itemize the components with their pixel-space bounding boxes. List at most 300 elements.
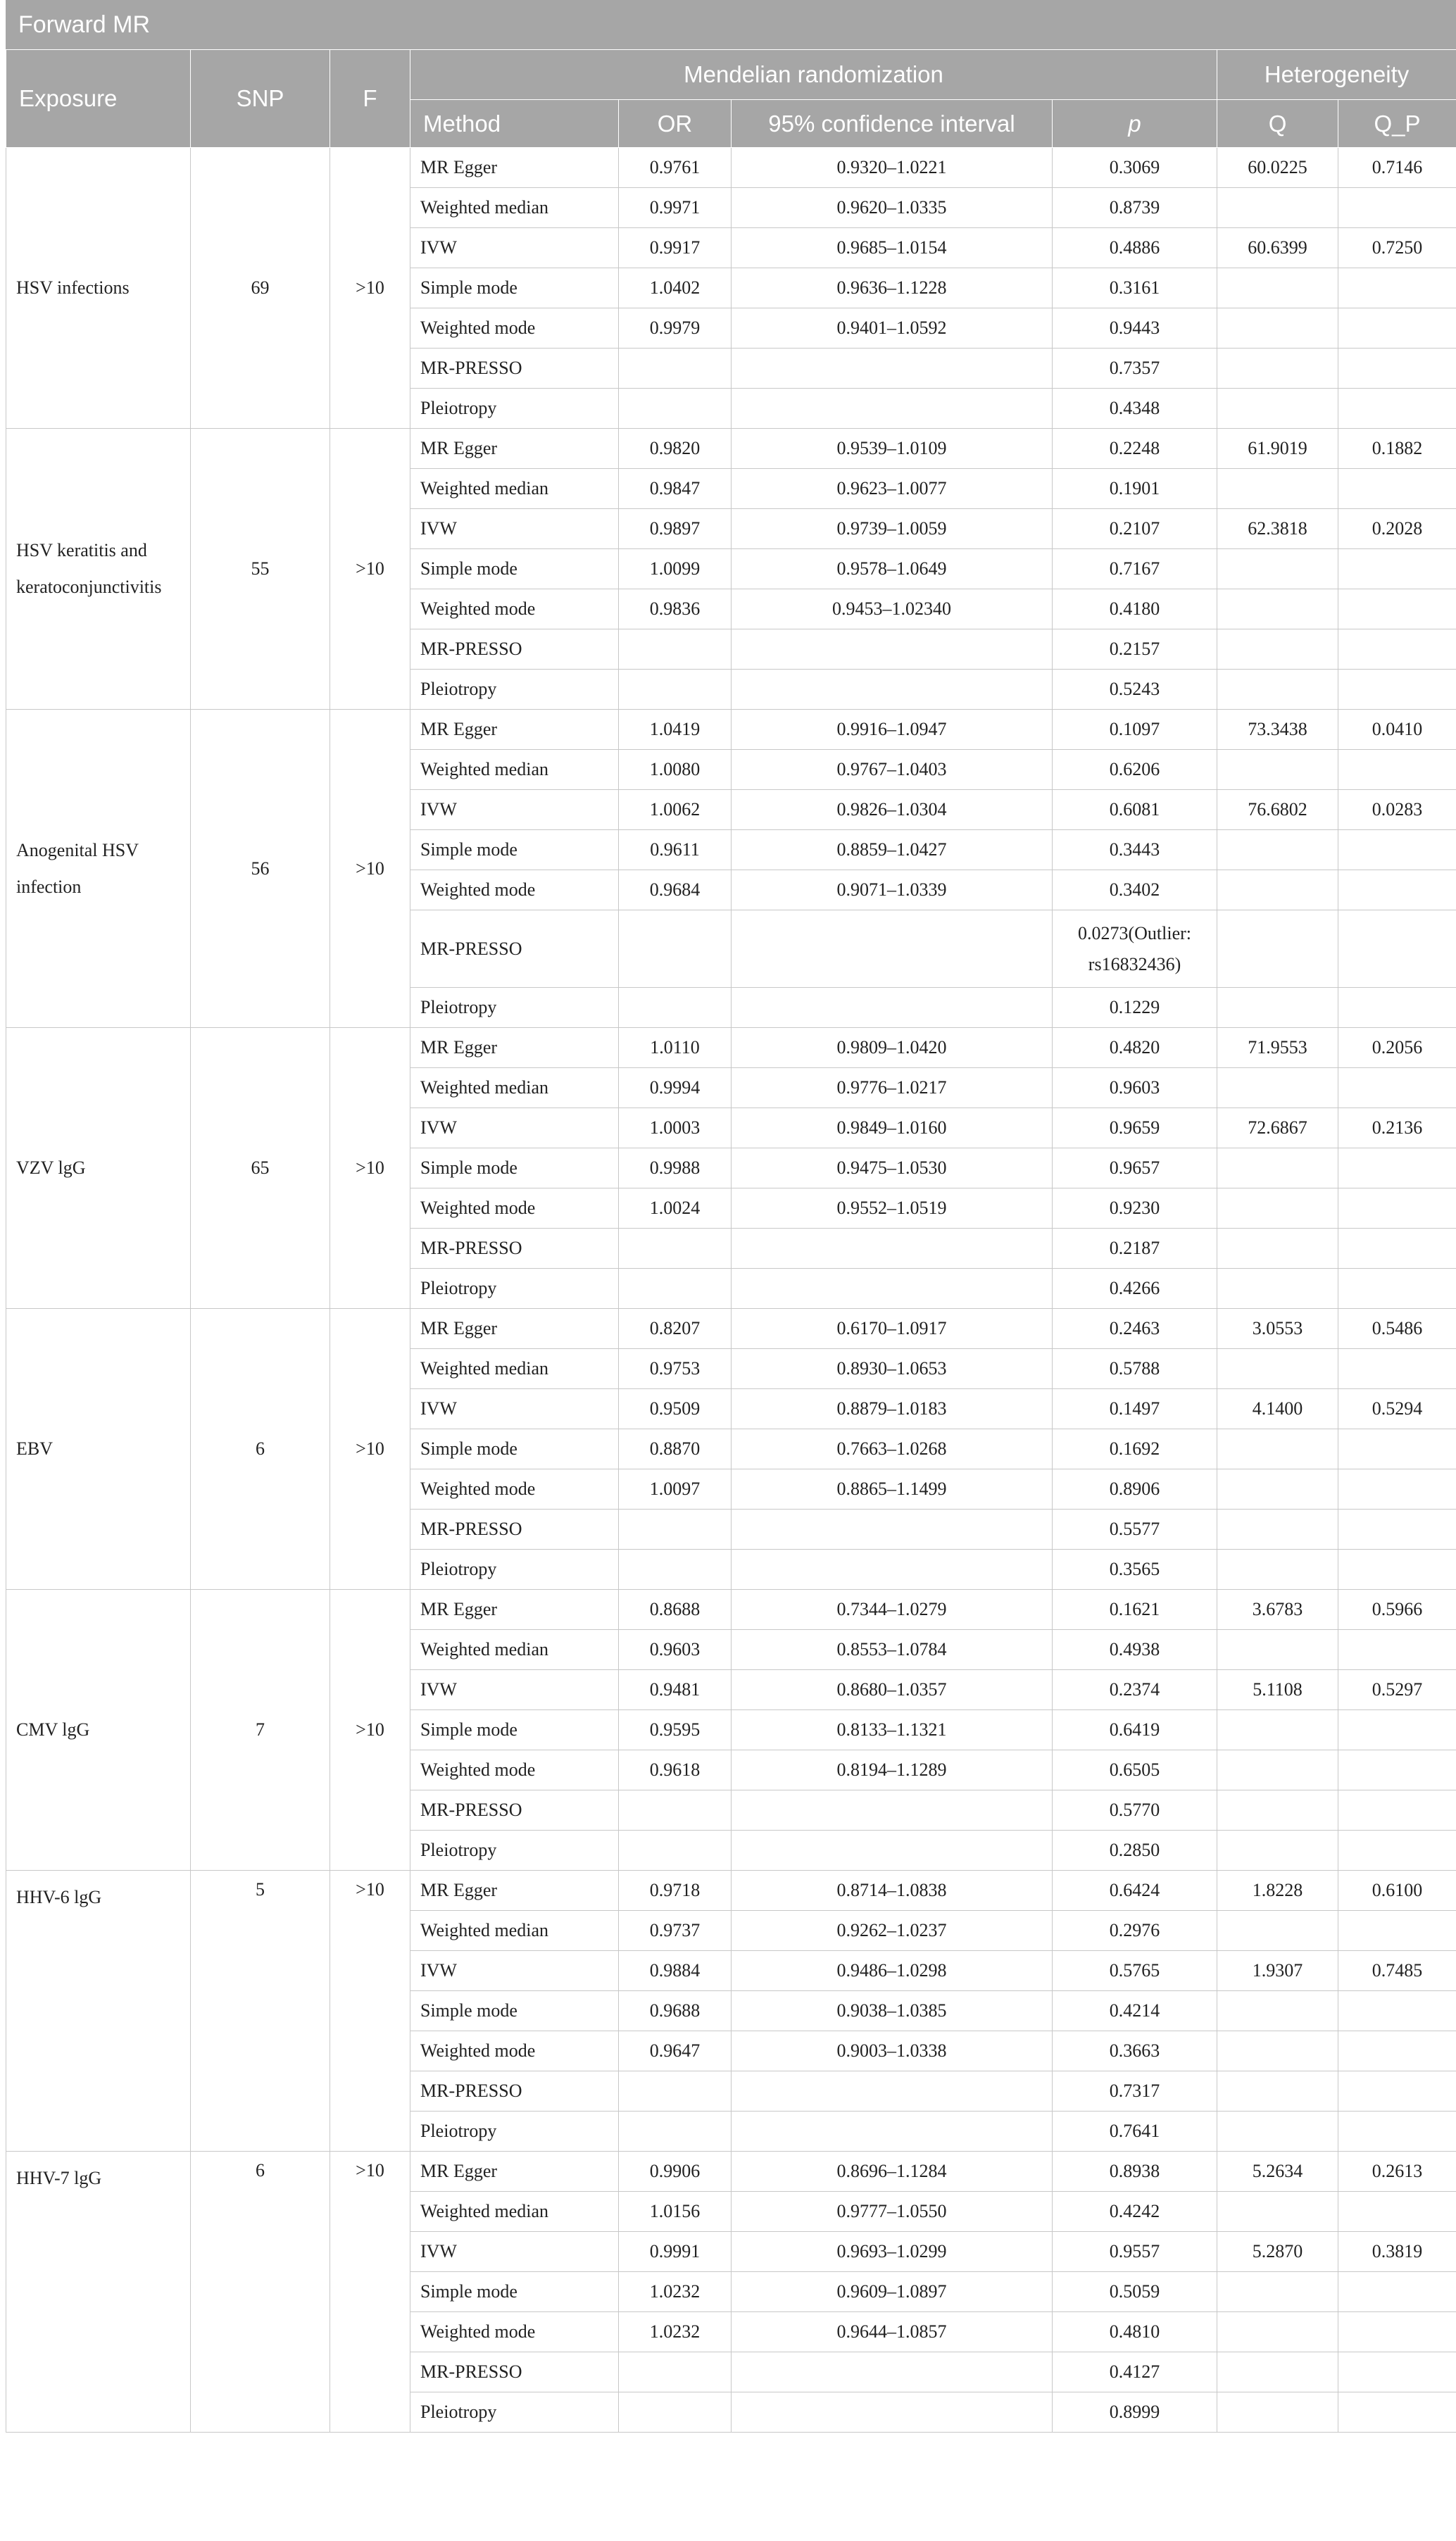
q-cell: [1217, 1911, 1338, 1951]
method-cell: Pleiotropy: [410, 389, 619, 429]
ci-cell: [732, 670, 1053, 710]
or-cell: [619, 2352, 732, 2392]
exposure-cell: EBV: [6, 1309, 191, 1590]
or-cell: 0.9906: [619, 2152, 732, 2192]
method-cell: IVW: [410, 509, 619, 549]
method-cell: Weighted mode: [410, 2031, 619, 2071]
p-cell: 0.7641: [1053, 2112, 1217, 2152]
ci-cell: 0.8879–1.0183: [732, 1389, 1053, 1429]
method-cell: Weighted median: [410, 469, 619, 509]
or-cell: 0.9603: [619, 1630, 732, 1670]
q-cell: [1217, 1349, 1338, 1389]
ci-cell: 0.8680–1.0357: [732, 1670, 1053, 1710]
p-cell: 0.1229: [1053, 988, 1217, 1028]
method-cell: Weighted mode: [410, 308, 619, 349]
or-cell: 0.9688: [619, 1991, 732, 2031]
or-cell: [619, 2112, 732, 2152]
p-cell: 0.6206: [1053, 750, 1217, 790]
or-cell: 0.9847: [619, 469, 732, 509]
or-cell: 0.9718: [619, 1871, 732, 1911]
exposure-cell: CMV lgG: [6, 1590, 191, 1871]
p-cell: 0.9603: [1053, 1068, 1217, 1108]
table-row: [6, 710, 1456, 750]
q-cell: [1217, 1068, 1338, 1108]
table-header: [6, 50, 1456, 148]
snp-cell: 7: [191, 1590, 330, 1871]
ci-cell: [732, 1510, 1053, 1550]
method-cell: MR Egger: [410, 148, 619, 188]
q-cell: 73.3438: [1217, 710, 1338, 750]
method-cell: Weighted mode: [410, 2312, 619, 2352]
header-q-p: Q_P: [1338, 100, 1456, 148]
or-cell: [619, 1510, 732, 1550]
q-p-cell: [1338, 670, 1456, 710]
q-cell: [1217, 308, 1338, 349]
p-cell: 0.2107: [1053, 509, 1217, 549]
p-cell: 0.5059: [1053, 2272, 1217, 2312]
or-cell: [619, 1269, 732, 1309]
method-cell: Simple mode: [410, 2272, 619, 2312]
p-cell: 0.4127: [1053, 2352, 1217, 2392]
p-cell: 0.8906: [1053, 1469, 1217, 1510]
ci-cell: 0.9071–1.0339: [732, 870, 1053, 910]
p-cell: 0.5243: [1053, 670, 1217, 710]
method-cell: IVW: [410, 790, 619, 830]
method-cell: MR Egger: [410, 429, 619, 469]
p-cell: 0.2976: [1053, 1911, 1217, 1951]
or-cell: 0.9761: [619, 148, 732, 188]
method-cell: Weighted median: [410, 1911, 619, 1951]
q-p-cell: 0.5486: [1338, 1309, 1456, 1349]
q-cell: [1217, 870, 1338, 910]
or-cell: [619, 910, 732, 988]
f-cell: >10: [330, 710, 410, 1028]
or-cell: 1.0097: [619, 1469, 732, 1510]
q-cell: 5.2870: [1217, 2232, 1338, 2272]
exposure-cell: Anogenital HSV infection: [6, 710, 191, 1028]
q-cell: 61.9019: [1217, 429, 1338, 469]
p-cell: 0.7317: [1053, 2071, 1217, 2112]
q-cell: [1217, 2352, 1338, 2392]
q-p-cell: [1338, 2112, 1456, 2152]
method-cell: Simple mode: [410, 549, 619, 589]
q-p-cell: 0.5294: [1338, 1389, 1456, 1429]
ci-cell: [732, 2071, 1053, 2112]
ci-cell: 0.9539–1.0109: [732, 429, 1053, 469]
q-p-cell: 0.1882: [1338, 429, 1456, 469]
q-cell: [1217, 349, 1338, 389]
p-cell: 0.2187: [1053, 1229, 1217, 1269]
p-cell: 0.3663: [1053, 2031, 1217, 2071]
or-cell: 1.0232: [619, 2272, 732, 2312]
or-cell: 0.9884: [619, 1951, 732, 1991]
or-cell: 0.9647: [619, 2031, 732, 2071]
ci-cell: 0.9776–1.0217: [732, 1068, 1053, 1108]
q-p-cell: [1338, 389, 1456, 429]
p-cell: 0.1901: [1053, 469, 1217, 509]
p-cell: 0.3402: [1053, 870, 1217, 910]
ci-cell: 0.8865–1.1499: [732, 1469, 1053, 1510]
ci-cell: 0.7344–1.0279: [732, 1590, 1053, 1630]
q-p-cell: [1338, 188, 1456, 228]
f-cell: >10: [330, 2152, 410, 2433]
ci-cell: [732, 1790, 1053, 1831]
method-cell: Simple mode: [410, 830, 619, 870]
ci-cell: 0.9644–1.0857: [732, 2312, 1053, 2352]
p-cell: 0.1692: [1053, 1429, 1217, 1469]
or-cell: [619, 1831, 732, 1871]
q-p-cell: [1338, 589, 1456, 629]
q-p-cell: [1338, 1991, 1456, 2031]
q-cell: 1.9307: [1217, 1951, 1338, 1991]
q-p-cell: [1338, 1831, 1456, 1871]
snp-cell: 6: [191, 2152, 330, 2433]
q-cell: [1217, 1148, 1338, 1188]
p-cell: 0.0273(Outlier: rs16832436): [1053, 910, 1217, 988]
method-cell: Simple mode: [410, 1148, 619, 1188]
ci-cell: 0.9826–1.0304: [732, 790, 1053, 830]
q-cell: 4.1400: [1217, 1389, 1338, 1429]
ci-cell: 0.9003–1.0338: [732, 2031, 1053, 2071]
q-p-cell: [1338, 2192, 1456, 2232]
q-cell: [1217, 1630, 1338, 1670]
header-exposure: Exposure: [6, 50, 191, 148]
q-p-cell: [1338, 750, 1456, 790]
or-cell: 0.9684: [619, 870, 732, 910]
p-cell: 0.5788: [1053, 1349, 1217, 1389]
or-cell: [619, 1550, 732, 1590]
q-cell: 3.6783: [1217, 1590, 1338, 1630]
p-cell: 0.2374: [1053, 1670, 1217, 1710]
q-p-cell: [1338, 1911, 1456, 1951]
method-cell: IVW: [410, 1951, 619, 1991]
ci-cell: 0.9739–1.0059: [732, 509, 1053, 549]
ci-cell: 0.9767–1.0403: [732, 750, 1053, 790]
exposure-cell: HSV infections: [6, 148, 191, 429]
or-cell: 1.0110: [619, 1028, 732, 1068]
ci-cell: [732, 2352, 1053, 2392]
p-cell: 0.4214: [1053, 1991, 1217, 2031]
or-cell: 0.9595: [619, 1710, 732, 1750]
method-cell: Pleiotropy: [410, 2112, 619, 2152]
p-cell: 0.2463: [1053, 1309, 1217, 1349]
method-cell: MR Egger: [410, 710, 619, 750]
mr-results-table: [6, 49, 1456, 2433]
p-cell: 0.8999: [1053, 2392, 1217, 2433]
table-row: [6, 1028, 1456, 1068]
p-cell: 0.5770: [1053, 1790, 1217, 1831]
p-cell: 0.2850: [1053, 1831, 1217, 1871]
q-p-cell: 0.2613: [1338, 2152, 1456, 2192]
q-p-cell: [1338, 830, 1456, 870]
q-p-cell: 0.2056: [1338, 1028, 1456, 1068]
q-p-cell: [1338, 1790, 1456, 1831]
method-cell: Weighted mode: [410, 1469, 619, 1510]
p-cell: 0.7167: [1053, 549, 1217, 589]
p-cell: 0.4266: [1053, 1269, 1217, 1309]
p-cell: 0.4820: [1053, 1028, 1217, 1068]
q-p-cell: 0.0410: [1338, 710, 1456, 750]
q-p-cell: [1338, 910, 1456, 988]
q-cell: [1217, 188, 1338, 228]
method-cell: Pleiotropy: [410, 670, 619, 710]
p-cell: 0.9659: [1053, 1108, 1217, 1148]
ci-cell: [732, 389, 1053, 429]
method-cell: IVW: [410, 1389, 619, 1429]
p-cell: 0.6424: [1053, 1871, 1217, 1911]
q-cell: [1217, 469, 1338, 509]
p-cell: 0.4810: [1053, 2312, 1217, 2352]
q-p-cell: [1338, 268, 1456, 308]
q-cell: 1.8228: [1217, 1871, 1338, 1911]
method-cell: Weighted mode: [410, 1188, 619, 1229]
q-p-cell: [1338, 308, 1456, 349]
or-cell: [619, 670, 732, 710]
or-cell: 1.0080: [619, 750, 732, 790]
q-p-cell: [1338, 2071, 1456, 2112]
p-cell: 0.9557: [1053, 2232, 1217, 2272]
p-cell: 0.9443: [1053, 308, 1217, 349]
or-cell: 1.0062: [619, 790, 732, 830]
q-p-cell: [1338, 1750, 1456, 1790]
ci-cell: 0.9623–1.0077: [732, 469, 1053, 509]
p-cell: 0.1097: [1053, 710, 1217, 750]
p-cell: 0.7357: [1053, 349, 1217, 389]
q-cell: [1217, 830, 1338, 870]
method-cell: Pleiotropy: [410, 1550, 619, 1590]
ci-cell: 0.8930–1.0653: [732, 1349, 1053, 1389]
q-cell: [1217, 1469, 1338, 1510]
snp-cell: 55: [191, 429, 330, 710]
or-cell: [619, 1790, 732, 1831]
q-cell: [1217, 2192, 1338, 2232]
p-cell: 0.2248: [1053, 429, 1217, 469]
header-snp: SNP: [191, 50, 330, 148]
ci-cell: [732, 2392, 1053, 2433]
ci-cell: 0.9475–1.0530: [732, 1148, 1053, 1188]
ci-cell: [732, 1831, 1053, 1871]
method-cell: Weighted median: [410, 2192, 619, 2232]
p-cell: 0.8938: [1053, 2152, 1217, 2192]
header-p: p: [1053, 100, 1217, 148]
q-cell: [1217, 1831, 1338, 1871]
or-cell: 1.0024: [619, 1188, 732, 1229]
or-cell: [619, 2392, 732, 2433]
q-p-cell: 0.5966: [1338, 1590, 1456, 1630]
method-cell: Pleiotropy: [410, 1831, 619, 1871]
q-p-cell: 0.2136: [1338, 1108, 1456, 1148]
p-cell: 0.1497: [1053, 1389, 1217, 1429]
p-cell: 0.5577: [1053, 1510, 1217, 1550]
ci-cell: [732, 988, 1053, 1028]
ci-cell: 0.9486–1.0298: [732, 1951, 1053, 1991]
p-cell: 0.6081: [1053, 790, 1217, 830]
or-cell: [619, 389, 732, 429]
f-cell: >10: [330, 1871, 410, 2152]
or-cell: 0.9836: [619, 589, 732, 629]
q-cell: [1217, 2312, 1338, 2352]
or-cell: 1.0402: [619, 268, 732, 308]
q-p-cell: 0.0283: [1338, 790, 1456, 830]
method-cell: IVW: [410, 1108, 619, 1148]
q-cell: [1217, 268, 1338, 308]
method-cell: MR Egger: [410, 1590, 619, 1630]
or-cell: 0.9991: [619, 2232, 732, 2272]
p-cell: 0.3443: [1053, 830, 1217, 870]
q-cell: [1217, 2392, 1338, 2433]
method-cell: MR Egger: [410, 1871, 619, 1911]
ci-cell: [732, 2112, 1053, 2152]
q-p-cell: 0.6100: [1338, 1871, 1456, 1911]
q-p-cell: [1338, 870, 1456, 910]
ci-cell: [732, 1550, 1053, 1590]
p-cell: 0.4938: [1053, 1630, 1217, 1670]
p-cell: 0.2157: [1053, 629, 1217, 670]
header-method: Method: [410, 100, 619, 148]
q-cell: 62.3818: [1217, 509, 1338, 549]
q-cell: [1217, 1188, 1338, 1229]
q-p-cell: [1338, 1630, 1456, 1670]
q-p-cell: [1338, 1550, 1456, 1590]
q-p-cell: 0.7250: [1338, 228, 1456, 268]
or-cell: 0.9971: [619, 188, 732, 228]
ci-cell: 0.9578–1.0649: [732, 549, 1053, 589]
table-body: [6, 148, 1456, 2433]
or-cell: 1.0419: [619, 710, 732, 750]
header-mendelian-randomization: Mendelian randomization: [410, 50, 1217, 100]
q-cell: [1217, 1429, 1338, 1469]
method-cell: Simple mode: [410, 268, 619, 308]
or-cell: [619, 2071, 732, 2112]
table-row: [6, 1590, 1456, 1630]
q-p-cell: [1338, 2312, 1456, 2352]
q-p-cell: 0.7485: [1338, 1951, 1456, 1991]
method-cell: MR-PRESSO: [410, 629, 619, 670]
ci-cell: 0.9320–1.0221: [732, 148, 1053, 188]
p-cell: 0.4348: [1053, 389, 1217, 429]
table-row: [6, 1871, 1456, 1911]
f-cell: >10: [330, 1309, 410, 1590]
or-cell: 0.9618: [619, 1750, 732, 1790]
q-p-cell: [1338, 629, 1456, 670]
header-heterogeneity: Heterogeneity: [1217, 50, 1456, 100]
p-cell: 0.6505: [1053, 1750, 1217, 1790]
f-cell: >10: [330, 148, 410, 429]
q-cell: [1217, 1710, 1338, 1750]
method-cell: Weighted median: [410, 1630, 619, 1670]
or-cell: 0.8688: [619, 1590, 732, 1630]
q-p-cell: [1338, 1148, 1456, 1188]
method-cell: MR-PRESSO: [410, 1790, 619, 1831]
ci-cell: 0.9401–1.0592: [732, 308, 1053, 349]
ci-cell: 0.9849–1.0160: [732, 1108, 1053, 1148]
q-cell: [1217, 629, 1338, 670]
method-cell: Weighted mode: [410, 1750, 619, 1790]
ci-cell: 0.7663–1.0268: [732, 1429, 1053, 1469]
ci-cell: [732, 629, 1053, 670]
ci-cell: 0.9038–1.0385: [732, 1991, 1053, 2031]
method-cell: Weighted median: [410, 1349, 619, 1389]
or-cell: 0.9994: [619, 1068, 732, 1108]
q-p-cell: 0.3819: [1338, 2232, 1456, 2272]
ci-cell: 0.9777–1.0550: [732, 2192, 1053, 2232]
q-p-cell: [1338, 1710, 1456, 1750]
or-cell: 0.9481: [619, 1670, 732, 1710]
method-cell: MR-PRESSO: [410, 910, 619, 988]
ci-cell: 0.8859–1.0427: [732, 830, 1053, 870]
table-row: [6, 148, 1456, 188]
table-row: [6, 2152, 1456, 2192]
f-cell: >10: [330, 429, 410, 710]
q-p-cell: [1338, 1188, 1456, 1229]
ci-cell: 0.9916–1.0947: [732, 710, 1053, 750]
q-p-cell: [1338, 2272, 1456, 2312]
table-row: [6, 1309, 1456, 1349]
table-title: Forward MR: [6, 0, 1456, 49]
or-cell: 0.9820: [619, 429, 732, 469]
p-cell: 0.5765: [1053, 1951, 1217, 1991]
exposure-cell: VZV lgG: [6, 1028, 191, 1309]
ci-cell: 0.8133–1.1321: [732, 1710, 1053, 1750]
q-p-cell: [1338, 349, 1456, 389]
or-cell: [619, 349, 732, 389]
or-cell: 0.9753: [619, 1349, 732, 1389]
q-cell: [1217, 549, 1338, 589]
ci-cell: 0.9620–1.0335: [732, 188, 1053, 228]
ci-cell: 0.9693–1.0299: [732, 2232, 1053, 2272]
method-cell: IVW: [410, 1670, 619, 1710]
q-cell: 72.6867: [1217, 1108, 1338, 1148]
q-cell: 5.1108: [1217, 1670, 1338, 1710]
ci-cell: 0.8714–1.0838: [732, 1871, 1053, 1911]
or-cell: 0.8207: [619, 1309, 732, 1349]
or-cell: [619, 629, 732, 670]
p-cell: 0.4886: [1053, 228, 1217, 268]
q-cell: [1217, 589, 1338, 629]
q-cell: [1217, 1550, 1338, 1590]
q-cell: 60.6399: [1217, 228, 1338, 268]
method-cell: IVW: [410, 2232, 619, 2272]
exposure-cell: HSV keratitis and keratoconjunctivitis: [6, 429, 191, 710]
f-cell: >10: [330, 1028, 410, 1309]
q-cell: [1217, 2071, 1338, 2112]
q-cell: 5.2634: [1217, 2152, 1338, 2192]
ci-cell: 0.9262–1.0237: [732, 1911, 1053, 1951]
q-p-cell: 0.2028: [1338, 509, 1456, 549]
q-p-cell: [1338, 549, 1456, 589]
q-p-cell: [1338, 1269, 1456, 1309]
q-p-cell: [1338, 1068, 1456, 1108]
p-cell: 0.4242: [1053, 2192, 1217, 2232]
q-p-cell: 0.7146: [1338, 148, 1456, 188]
header-or: OR: [619, 100, 732, 148]
or-cell: 0.9509: [619, 1389, 732, 1429]
q-p-cell: [1338, 1349, 1456, 1389]
ci-cell: 0.9552–1.0519: [732, 1188, 1053, 1229]
ci-cell: 0.6170–1.0917: [732, 1309, 1053, 1349]
ci-cell: [732, 910, 1053, 988]
q-cell: 76.6802: [1217, 790, 1338, 830]
snp-cell: 5: [191, 1871, 330, 2152]
ci-cell: 0.9609–1.0897: [732, 2272, 1053, 2312]
p-cell: 0.9657: [1053, 1148, 1217, 1188]
method-cell: Simple mode: [410, 1991, 619, 2031]
ci-cell: 0.9636–1.1228: [732, 268, 1053, 308]
or-cell: 1.0003: [619, 1108, 732, 1148]
method-cell: Pleiotropy: [410, 1269, 619, 1309]
method-cell: Weighted median: [410, 188, 619, 228]
q-p-cell: [1338, 2031, 1456, 2071]
